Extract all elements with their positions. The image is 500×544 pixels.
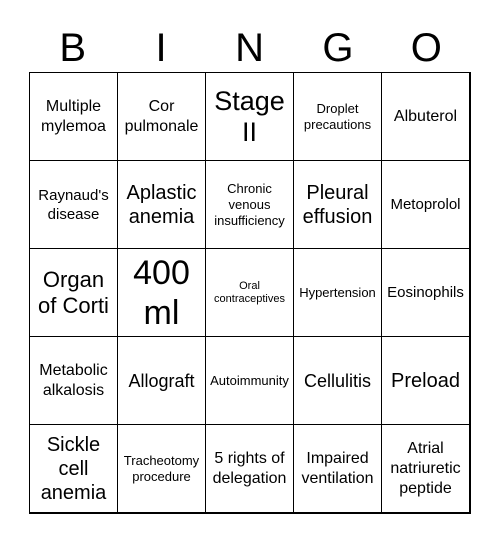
bingo-cell[interactable] <box>381 160 470 249</box>
cell-text: Hypertension <box>299 284 376 300</box>
cell-text: Cellulitis <box>303 370 372 391</box>
cell-text: Atrial natriuretic peptide <box>390 439 461 497</box>
bingo-cell[interactable] <box>117 160 206 249</box>
bingo-cell[interactable] <box>205 160 294 249</box>
cell-text: Impaired ventilation <box>301 449 374 487</box>
bingo-cell[interactable] <box>29 160 118 249</box>
bingo-cell[interactable] <box>205 248 294 337</box>
cell-text: Raynaud's disease <box>38 186 109 223</box>
bingo-cell[interactable] <box>29 336 118 425</box>
bingo-cell[interactable] <box>117 248 206 337</box>
cell-text: Multiple mylemoa <box>41 97 106 135</box>
cell-text: 400 ml <box>133 253 190 332</box>
bingo-cell[interactable] <box>381 424 470 513</box>
bingo-cell[interactable] <box>293 248 382 337</box>
cell-text: Stage II <box>214 85 285 147</box>
cell-text: Preload <box>391 369 460 392</box>
header-letter-b: B <box>59 26 88 70</box>
header-letter-n: N <box>235 26 265 70</box>
cell-text: Organ of Corti <box>38 266 109 318</box>
bingo-cell[interactable] <box>29 248 118 337</box>
cell-text: Sickle cell anemia <box>40 433 107 504</box>
bingo-cell[interactable] <box>29 424 118 513</box>
bingo-cell[interactable] <box>381 248 470 337</box>
bingo-cell[interactable] <box>381 72 470 161</box>
cell-text: Albuterol <box>393 107 458 125</box>
header-letter-g: G <box>322 26 355 70</box>
header-letter-o: O <box>410 26 443 70</box>
bingo-cell[interactable] <box>293 160 382 249</box>
bingo-cell[interactable] <box>293 72 382 161</box>
cell-text: 5 rights of delegation <box>212 449 287 487</box>
cell-text: Eosinophils <box>387 284 464 301</box>
bingo-cell[interactable] <box>117 72 206 161</box>
bingo-cell[interactable] <box>293 336 382 425</box>
bingo-header <box>29 20 471 72</box>
bingo-board <box>29 72 471 514</box>
cell-text: Oral contraceptives <box>214 279 285 305</box>
cell-text: Droplet precautions <box>303 100 372 132</box>
bingo-cell[interactable] <box>205 72 294 161</box>
cell-text: Aplastic anemia <box>126 181 197 228</box>
cell-text: Chronic venous insufficiency <box>214 180 285 228</box>
cell-text: Pleural effusion <box>302 181 373 228</box>
cell-text: Cor pulmonale <box>124 97 199 135</box>
bingo-cell[interactable] <box>205 336 294 425</box>
bingo-cell[interactable] <box>117 424 206 513</box>
bingo-cell[interactable] <box>381 336 470 425</box>
bingo-cell[interactable] <box>293 424 382 513</box>
cell-text: Allograft <box>128 370 195 391</box>
bingo-cell[interactable] <box>29 72 118 161</box>
bingo-cell[interactable] <box>117 336 206 425</box>
cell-text: Metoprolol <box>390 196 461 213</box>
header-letter-i: I <box>155 26 168 70</box>
cell-text: Metabolic alkalosis <box>39 361 108 399</box>
cell-text: Tracheotomy procedure <box>123 452 200 484</box>
cell-text: Autoimmunity <box>210 372 289 388</box>
bingo-cell[interactable] <box>205 424 294 513</box>
